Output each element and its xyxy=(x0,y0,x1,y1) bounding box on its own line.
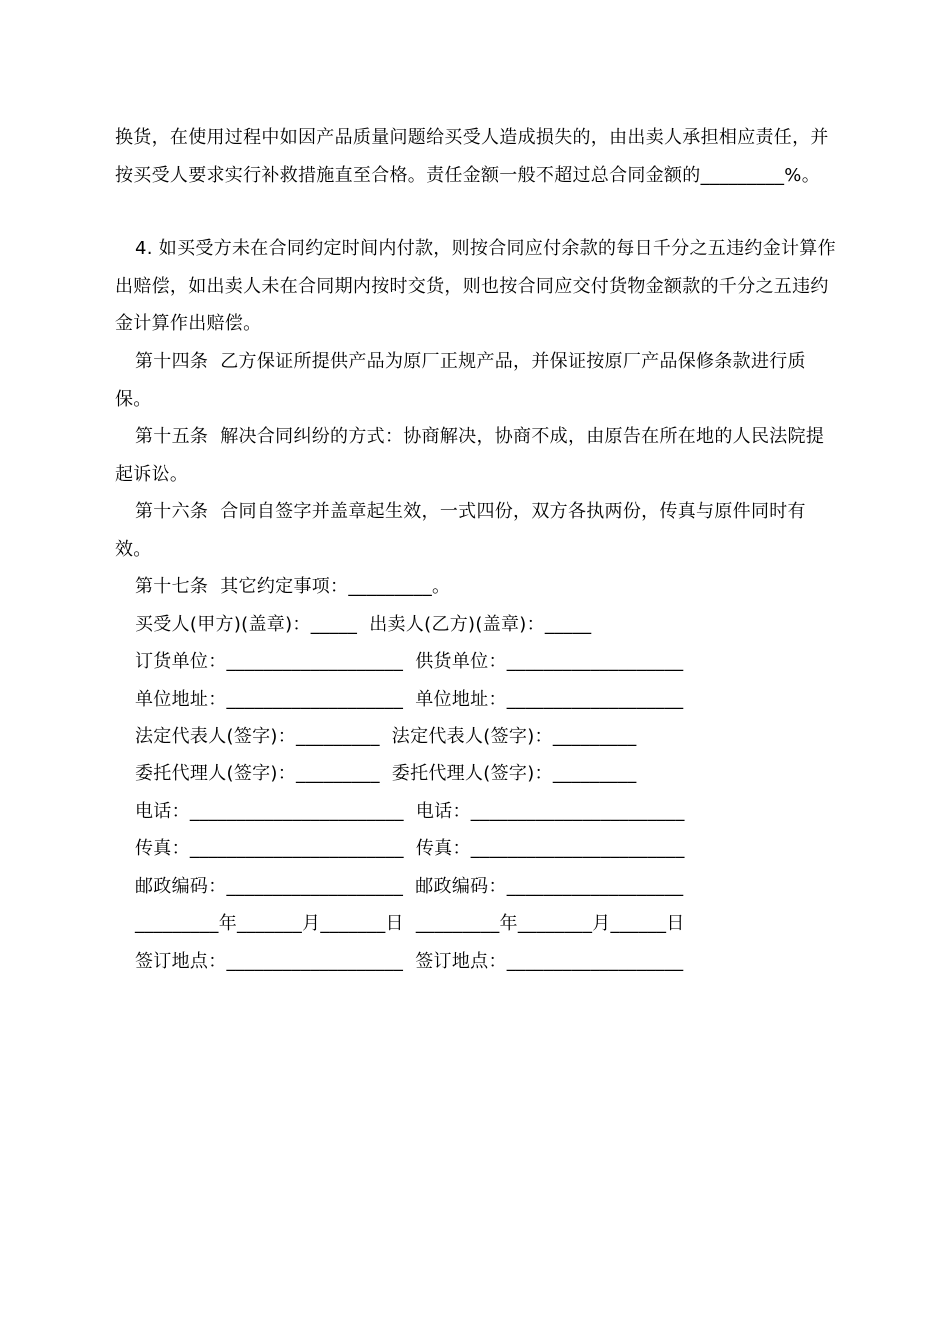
line-date: _________年_______月_______日 _________年________月______日 xyxy=(135,913,685,934)
paragraph-article-16: 第十六条 合同自签字并盖章起生效，一式四份，双方各执两份，传真与原件同时有效。 xyxy=(115,501,806,560)
paragraph-liability-clause: 换货，在使用过程中如因产品质量问题给买受人造成损失的，由出卖人承担相应责任，并按买受人要求实行补救措施直至合格。责任金额一般不超过总合同金额的_________%。 xyxy=(115,127,829,186)
line-parties-seal: 买受人(甲方)(盖章)：_____ 出卖人(乙方)(盖章)：_____ xyxy=(135,614,592,635)
line-signing-location: 签订地点：___________________ 签订地点：___________________ xyxy=(135,951,684,972)
line-article-17: 第十七条 其它约定事项：_________。 xyxy=(135,576,451,597)
paragraph-article-14: 第十四条 乙方保证所提供产品为原厂正规产品，并保证按原厂产品保修条款进行质保。 xyxy=(115,351,806,410)
line-fax: 传真：_______________________ 传真：_______________________ xyxy=(135,838,685,859)
paragraph-article-15: 第十五条 解决合同纠纷的方式：协商解决，协商不成，由原告在所在地的人民法院提起诉讼。 xyxy=(115,426,825,485)
line-order-supply-unit: 订货单位：___________________ 供货单位：___________________ xyxy=(135,651,684,672)
line-postal-code: 邮政编码：___________________ 邮政编码：___________________ xyxy=(135,876,684,897)
line-unit-address: 单位地址：___________________ 单位地址：___________________ xyxy=(135,689,684,710)
line-legal-representative: 法定代表人(签字)：_________ 法定代表人(签字)：_________ xyxy=(135,726,637,747)
paragraph-late-payment-clause: 4. 如买受方未在合同约定时间内付款，则按合同应付余款的每日千分之五违约金计算作出赔偿，如出卖人未在合同期内按时交货，则也按合同应交付货物金额款的千分之五违约金计算作出赔偿。 xyxy=(115,238,836,334)
line-authorized-agent: 委托代理人(签字)：_________ 委托代理人(签字)：_________ xyxy=(135,763,637,784)
line-phone: 电话：_______________________ 电话：_______________________ xyxy=(135,801,685,822)
